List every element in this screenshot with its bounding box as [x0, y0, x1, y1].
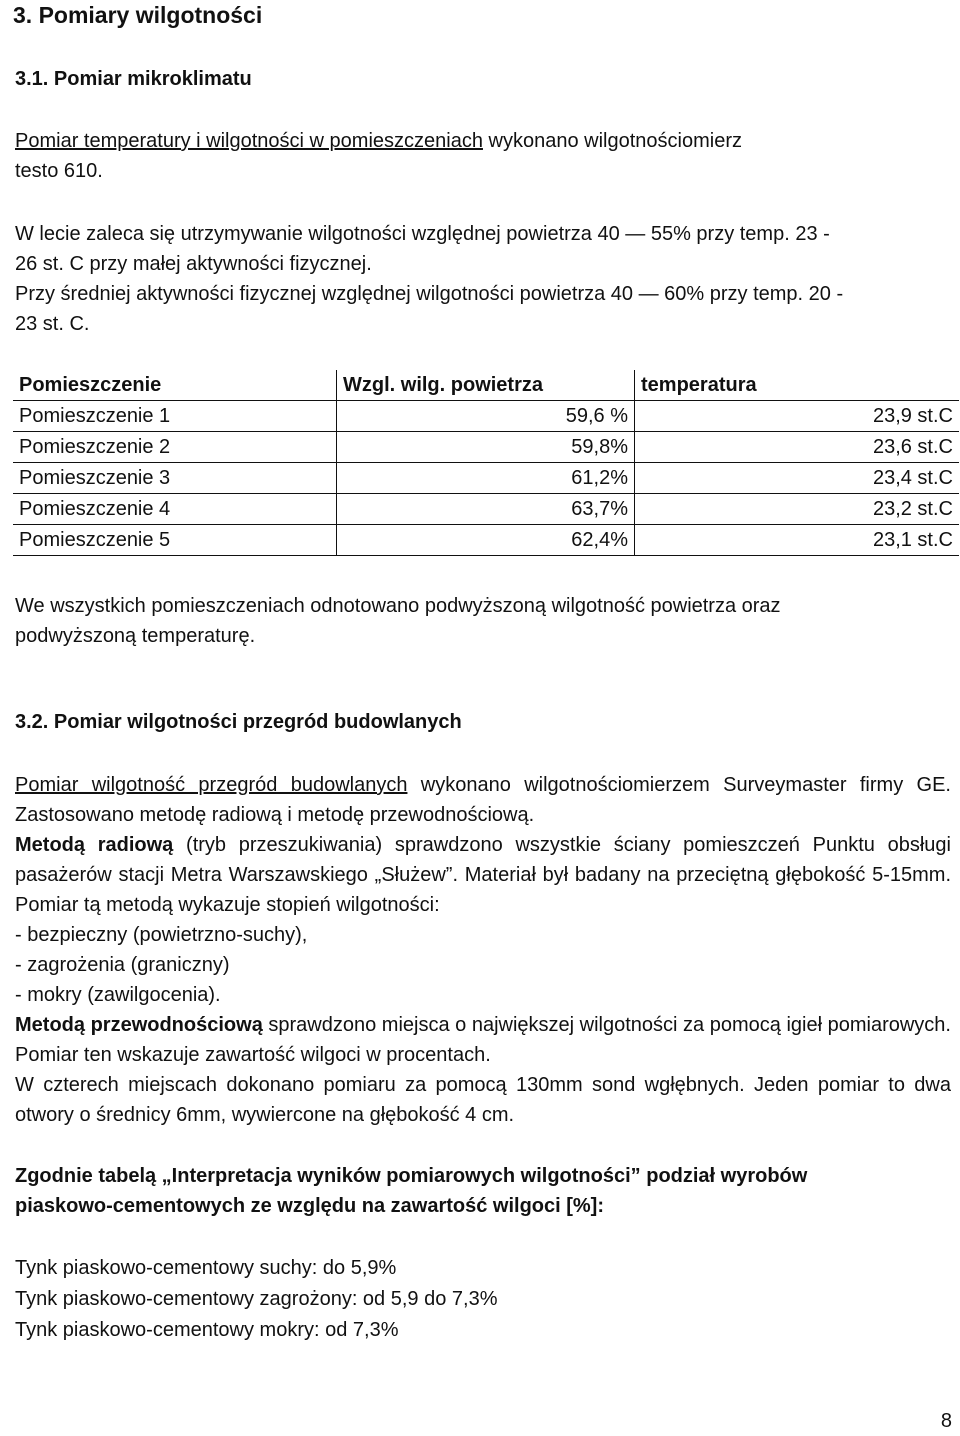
page-number: 8 [940, 1410, 952, 1432]
cell-temperature: 23,1 st.C [635, 525, 960, 556]
measurement-table [13, 370, 959, 556]
walls-intro-paragraph [15, 770, 951, 830]
header-humidity: Wzgl. wilg. powietrza [337, 370, 635, 401]
cell-humidity: 61,2% [337, 463, 635, 494]
cell-humidity: 63,7% [337, 494, 635, 525]
plaster-item: Tynk piaskowo-cementowy zagrożony: od 5,9 do 7,3% [15, 1288, 498, 1310]
intro-line-2: testo 610. [15, 160, 103, 182]
subsection-title-3-1: 3.1. Pomiar mikroklimatu [15, 68, 252, 90]
intro-lead-underlined: Pomiar temperatury i wilgotności w pomieszczeniach [15, 130, 483, 152]
table-row [13, 525, 959, 556]
header-room: Pomieszczenie [13, 370, 337, 401]
header-temperature: temperatura [635, 370, 960, 401]
cell-room: Pomieszczenie 5 [13, 525, 337, 556]
cell-humidity: 59,8% [337, 432, 635, 463]
interpretation-heading-line-1: Zgodnie tabelą „Interpretacja wyników pomiarowych wilgotności” podział wyrobów [15, 1165, 808, 1187]
subsection-title-3-2: 3.2. Pomiar wilgotności przegród budowlanych [15, 711, 462, 733]
conductivity-method-paragraph [15, 1010, 951, 1070]
table-header-row [13, 370, 959, 401]
cell-humidity: 59,6 % [337, 401, 635, 432]
walls-lead-underlined: Pomiar wilgotność przegród budowlanych [15, 774, 408, 796]
table-row [13, 432, 959, 463]
cell-room: Pomieszczenie 4 [13, 494, 337, 525]
cell-room: Pomieszczenie 1 [13, 401, 337, 432]
cell-humidity: 62,4% [337, 525, 635, 556]
recommendation-line-4: 23 st. C. [15, 313, 90, 335]
summary-line-1: We wszystkich pomieszczeniach odnotowano podwyższoną wilgotność powietrza oraz [15, 595, 781, 617]
level-item: - bezpieczny (powietrzno-suchy), [15, 924, 308, 946]
plaster-item: Tynk piaskowo-cementowy mokry: od 7,3% [15, 1319, 399, 1341]
cell-room: Pomieszczenie 2 [13, 432, 337, 463]
table-row [13, 494, 959, 525]
table-row [13, 401, 959, 432]
intro-lead-rest: wykonano wilgotnościomierz [482, 130, 742, 152]
cell-temperature: 23,6 st.C [635, 432, 960, 463]
radio-method-paragraph [15, 830, 951, 920]
table-row [13, 463, 959, 494]
cell-temperature: 23,9 st.C [635, 401, 960, 432]
summary-line-2: podwyższoną temperaturę. [15, 625, 256, 647]
radio-method-text: (tryb przeszukiwania) sprawdzono wszystkie ściany pomieszczeń Punktu obsługi pasażerów stacji Metra Warszawskiego „Służew”. Materiał był badany na przeciętną głębokość 5-15mm. Pomiar tą metodą wykazuje stopień wilgotności: [15, 834, 951, 916]
walls-lead-rest: wykonano wilgotnościomierzem Surveymaster firmy GE. Zastosowano metodę radiową i metodę przewodnościową. [15, 774, 951, 826]
interpretation-heading-line-2: piaskowo-cementowych ze względu na zawartość wilgoci [%]: [15, 1195, 605, 1217]
probe-paragraph: W czterech miejscach dokonano pomiaru za pomocą 130mm sond wgłębnych. Jeden pomiar to dwa otwory o średnicy 6mm, wywiercone na głębokość 4 cm. [15, 1074, 951, 1126]
intro-line-1 [15, 126, 742, 156]
recommendation-line-2: 26 st. C przy małej aktywności fizycznej. [15, 253, 372, 275]
cell-temperature: 23,4 st.C [635, 463, 960, 494]
section-title: 3. Pomiary wilgotności [13, 2, 263, 28]
level-item: - mokry (zawilgocenia). [15, 984, 221, 1006]
cell-temperature: 23,2 st.C [635, 494, 960, 525]
recommendation-line-3: Przy średniej aktywności fizycznej względnej wilgotności powietrza 40 — 60% przy temp. 20 - [15, 283, 844, 305]
recommendation-line-1: W lecie zaleca się utrzymywanie wilgotności względnej powietrza 40 — 55% przy temp. 23 - [15, 223, 830, 245]
plaster-item: Tynk piaskowo-cementowy suchy: do 5,9% [15, 1257, 397, 1279]
conductivity-method-text: sprawdzono miejsca o największej wilgotności za pomocą igieł pomiarowych. Pomiar ten wskazuje zawartość wilgoci w procentach. [15, 1014, 951, 1066]
cell-room: Pomieszczenie 3 [13, 463, 337, 494]
level-item: - zagrożenia (graniczny) [15, 954, 230, 976]
conductivity-method-label: Metodą przewodnościową [15, 1014, 263, 1036]
radio-method-label: Metodą radiową [15, 834, 174, 856]
